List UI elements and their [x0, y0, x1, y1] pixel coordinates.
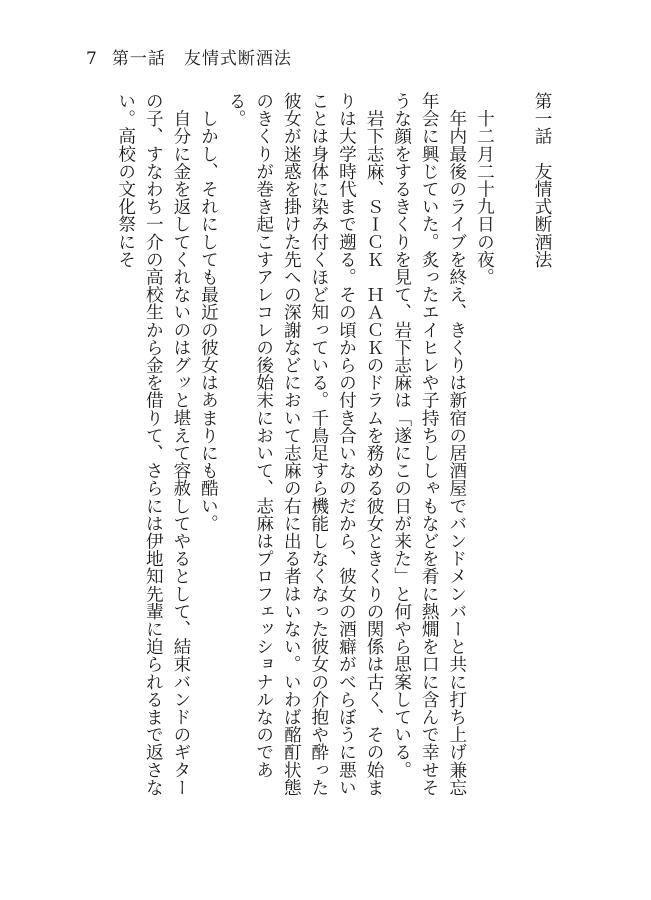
paragraph: 年内最後のライブを終え、きくりは新宿の居酒屋でバンドメンバーと共に打ち上げ兼忘年会に興じていた。炙ったエイヒレや子持ちししゃもなどを肴に熱燗を口に含んで幸せそうな顔をするきくりを見て、岩下志麻は「遂にこの日が来た」と何やら思案している。 — [391, 92, 467, 796]
page-header — [86, 44, 292, 69]
paragraph: 岩下志麻、ＳＩＣＫ ＨＡＣＫのドラムを務める彼女ときくりの関係は古く、その始まりは大学時代まで遡る。その頃からの付き合いなのだから、彼女の酒癖がべらぼうに悪いことは身体に染み付くほど知っている。千鳥足すら機能しなくなった彼女の介抱や酔った彼女が迷惑を掛けた先への深謝などにおいて志麻の右に出る者はいない。いわば酩酊状態のきくりが巻き起こすアレコレの後始末において、志麻はプロフェッショナルなのである。 — [226, 92, 385, 796]
chapter-title: 第一話 友情式断酒法 — [532, 92, 552, 268]
running-title: 第一話 友情式断酒法 — [111, 49, 292, 69]
paragraph: 自分に金を返してくれないのはグッと堪えて容赦してやるとして、結束バンドのギターの子、すなわち一介の高校生から金を借りて、さらには伊地知先輩に迫られるまで返さない。高校の文化祭にそ — [115, 92, 191, 796]
page-number: 7 — [86, 49, 98, 69]
paragraph: 十二月二十九日の夜。 — [474, 92, 495, 286]
vertical-text-body — [95, 92, 555, 812]
paragraph: しかし、それにしても最近の彼女はあまりにも酷い。 — [198, 92, 219, 532]
